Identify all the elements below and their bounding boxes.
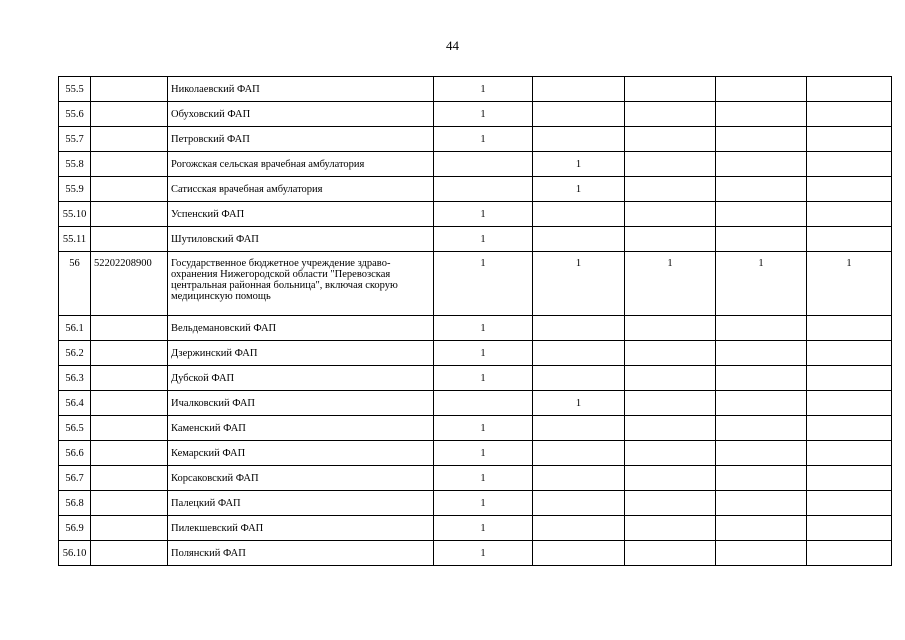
table-row xyxy=(59,152,892,177)
row-value-3 xyxy=(625,366,716,391)
row-number: 56.3 xyxy=(59,366,91,391)
row-value-3 xyxy=(625,202,716,227)
row-value-3 xyxy=(625,491,716,516)
row-value-1: 1 xyxy=(434,516,533,541)
row-value-1: 1 xyxy=(434,366,533,391)
table-row xyxy=(59,516,892,541)
row-code xyxy=(91,366,168,391)
row-value-3 xyxy=(625,516,716,541)
row-value-3 xyxy=(625,341,716,366)
row-value-3 xyxy=(625,152,716,177)
row-value-2 xyxy=(533,441,625,466)
row-value-4 xyxy=(716,391,807,416)
row-value-3 xyxy=(625,227,716,252)
row-value-1: 1 xyxy=(434,316,533,341)
row-value-3 xyxy=(625,316,716,341)
row-value-5 xyxy=(807,491,892,516)
data-table xyxy=(58,76,892,566)
row-number: 56.5 xyxy=(59,416,91,441)
row-value-4 xyxy=(716,177,807,202)
row-name: Палецкий ФАП xyxy=(168,491,434,516)
table-row xyxy=(59,177,892,202)
row-value-1: 1 xyxy=(434,102,533,127)
row-number: 55.6 xyxy=(59,102,91,127)
row-value-2 xyxy=(533,466,625,491)
row-value-2 xyxy=(533,491,625,516)
row-value-4 xyxy=(716,227,807,252)
row-code xyxy=(91,152,168,177)
row-value-2: 1 xyxy=(533,152,625,177)
table-row xyxy=(59,102,892,127)
row-name: Ичалковский ФАП xyxy=(168,391,434,416)
row-number: 56.4 xyxy=(59,391,91,416)
row-value-1: 1 xyxy=(434,252,533,316)
table-row xyxy=(59,127,892,152)
row-value-4 xyxy=(716,202,807,227)
table-row xyxy=(59,466,892,491)
row-number: 56.2 xyxy=(59,341,91,366)
row-value-3 xyxy=(625,441,716,466)
row-value-3 xyxy=(625,177,716,202)
row-name: Дубской ФАП xyxy=(168,366,434,391)
row-value-2 xyxy=(533,341,625,366)
row-value-5 xyxy=(807,202,892,227)
row-value-5 xyxy=(807,366,892,391)
row-value-2 xyxy=(533,227,625,252)
row-value-3 xyxy=(625,102,716,127)
row-value-5 xyxy=(807,441,892,466)
row-value-3 xyxy=(625,466,716,491)
row-number: 56 xyxy=(59,252,91,316)
row-number: 55.5 xyxy=(59,77,91,102)
table-row xyxy=(59,441,892,466)
page-number: 44 xyxy=(446,38,459,53)
row-value-1: 1 xyxy=(434,541,533,566)
row-name: Кемарский ФАП xyxy=(168,441,434,466)
row-value-3 xyxy=(625,127,716,152)
table-row xyxy=(59,541,892,566)
row-value-2 xyxy=(533,316,625,341)
row-value-4: 1 xyxy=(716,252,807,316)
row-number: 56.7 xyxy=(59,466,91,491)
row-value-4 xyxy=(716,102,807,127)
row-value-2: 1 xyxy=(533,177,625,202)
row-value-1: 1 xyxy=(434,416,533,441)
row-code xyxy=(91,316,168,341)
row-value-4 xyxy=(716,77,807,102)
row-value-5 xyxy=(807,227,892,252)
row-number: 55.11 xyxy=(59,227,91,252)
row-name: Обуховский ФАП xyxy=(168,102,434,127)
row-code xyxy=(91,127,168,152)
row-value-1: 1 xyxy=(434,341,533,366)
row-number: 56.8 xyxy=(59,491,91,516)
row-name: Пилекшевский ФАП xyxy=(168,516,434,541)
row-value-1: 1 xyxy=(434,491,533,516)
table-row xyxy=(59,316,892,341)
row-value-1 xyxy=(434,152,533,177)
row-code xyxy=(91,177,168,202)
row-value-2 xyxy=(533,516,625,541)
row-value-4 xyxy=(716,341,807,366)
row-value-5 xyxy=(807,341,892,366)
row-value-4 xyxy=(716,127,807,152)
row-value-5 xyxy=(807,541,892,566)
table-row xyxy=(59,416,892,441)
row-value-4 xyxy=(716,441,807,466)
row-value-5 xyxy=(807,152,892,177)
row-code xyxy=(91,391,168,416)
row-code xyxy=(91,541,168,566)
row-name: Каменский ФАП xyxy=(168,416,434,441)
row-value-5 xyxy=(807,316,892,341)
table-row xyxy=(59,491,892,516)
row-value-5 xyxy=(807,127,892,152)
row-value-1 xyxy=(434,391,533,416)
row-value-1: 1 xyxy=(434,77,533,102)
row-number: 56.1 xyxy=(59,316,91,341)
row-name: Полянский ФАП xyxy=(168,541,434,566)
row-code xyxy=(91,102,168,127)
row-value-5 xyxy=(807,466,892,491)
row-value-3 xyxy=(625,541,716,566)
row-name: Государственное бюджетное учреждение здраво-охранения Нижегородской области "Перевозская центральная районная больница", включая скорую медицинскую помощь xyxy=(168,252,434,316)
row-value-2 xyxy=(533,366,625,391)
row-code: 52202208900 xyxy=(91,252,168,316)
row-value-2 xyxy=(533,416,625,441)
row-code xyxy=(91,441,168,466)
row-value-1 xyxy=(434,177,533,202)
row-value-3 xyxy=(625,391,716,416)
row-value-2 xyxy=(533,202,625,227)
row-number: 55.7 xyxy=(59,127,91,152)
table-row xyxy=(59,391,892,416)
row-code xyxy=(91,227,168,252)
row-value-2 xyxy=(533,127,625,152)
row-name: Вельдемановский ФАП xyxy=(168,316,434,341)
row-value-3 xyxy=(625,77,716,102)
row-value-4 xyxy=(716,491,807,516)
row-name: Корсаковский ФАП xyxy=(168,466,434,491)
row-value-4 xyxy=(716,466,807,491)
row-code xyxy=(91,202,168,227)
row-code xyxy=(91,77,168,102)
table-row xyxy=(59,366,892,391)
row-number: 56.6 xyxy=(59,441,91,466)
row-name: Шутиловский ФАП xyxy=(168,227,434,252)
row-value-2: 1 xyxy=(533,252,625,316)
row-name: Петровский ФАП xyxy=(168,127,434,152)
row-number: 55.9 xyxy=(59,177,91,202)
row-code xyxy=(91,491,168,516)
table-row xyxy=(59,77,892,102)
row-code xyxy=(91,516,168,541)
row-value-2 xyxy=(533,77,625,102)
row-value-5 xyxy=(807,416,892,441)
row-value-1: 1 xyxy=(434,441,533,466)
row-value-3: 1 xyxy=(625,252,716,316)
row-value-2: 1 xyxy=(533,391,625,416)
row-value-5 xyxy=(807,391,892,416)
row-value-4 xyxy=(716,416,807,441)
row-code xyxy=(91,416,168,441)
row-name: Рогожская сельская врачебная амбулатория xyxy=(168,152,434,177)
table-row xyxy=(59,252,892,316)
row-name: Николаевский ФАП xyxy=(168,77,434,102)
row-number: 55.10 xyxy=(59,202,91,227)
row-number: 56.9 xyxy=(59,516,91,541)
row-name: Дзержинский ФАП xyxy=(168,341,434,366)
row-value-4 xyxy=(716,152,807,177)
row-value-5: 1 xyxy=(807,252,892,316)
row-value-4 xyxy=(716,516,807,541)
row-value-1: 1 xyxy=(434,202,533,227)
row-value-4 xyxy=(716,316,807,341)
row-value-5 xyxy=(807,516,892,541)
row-value-5 xyxy=(807,177,892,202)
row-number: 55.8 xyxy=(59,152,91,177)
row-code xyxy=(91,341,168,366)
table-row xyxy=(59,341,892,366)
row-value-5 xyxy=(807,77,892,102)
row-code xyxy=(91,466,168,491)
row-name: Успенский ФАП xyxy=(168,202,434,227)
table-row xyxy=(59,202,892,227)
row-value-2 xyxy=(533,541,625,566)
row-value-5 xyxy=(807,102,892,127)
row-value-1: 1 xyxy=(434,227,533,252)
row-value-4 xyxy=(716,366,807,391)
row-number: 56.10 xyxy=(59,541,91,566)
row-value-1: 1 xyxy=(434,466,533,491)
row-value-4 xyxy=(716,541,807,566)
row-value-1: 1 xyxy=(434,127,533,152)
row-name: Сатисская врачебная амбулатория xyxy=(168,177,434,202)
row-value-3 xyxy=(625,416,716,441)
row-value-2 xyxy=(533,102,625,127)
table-row xyxy=(59,227,892,252)
